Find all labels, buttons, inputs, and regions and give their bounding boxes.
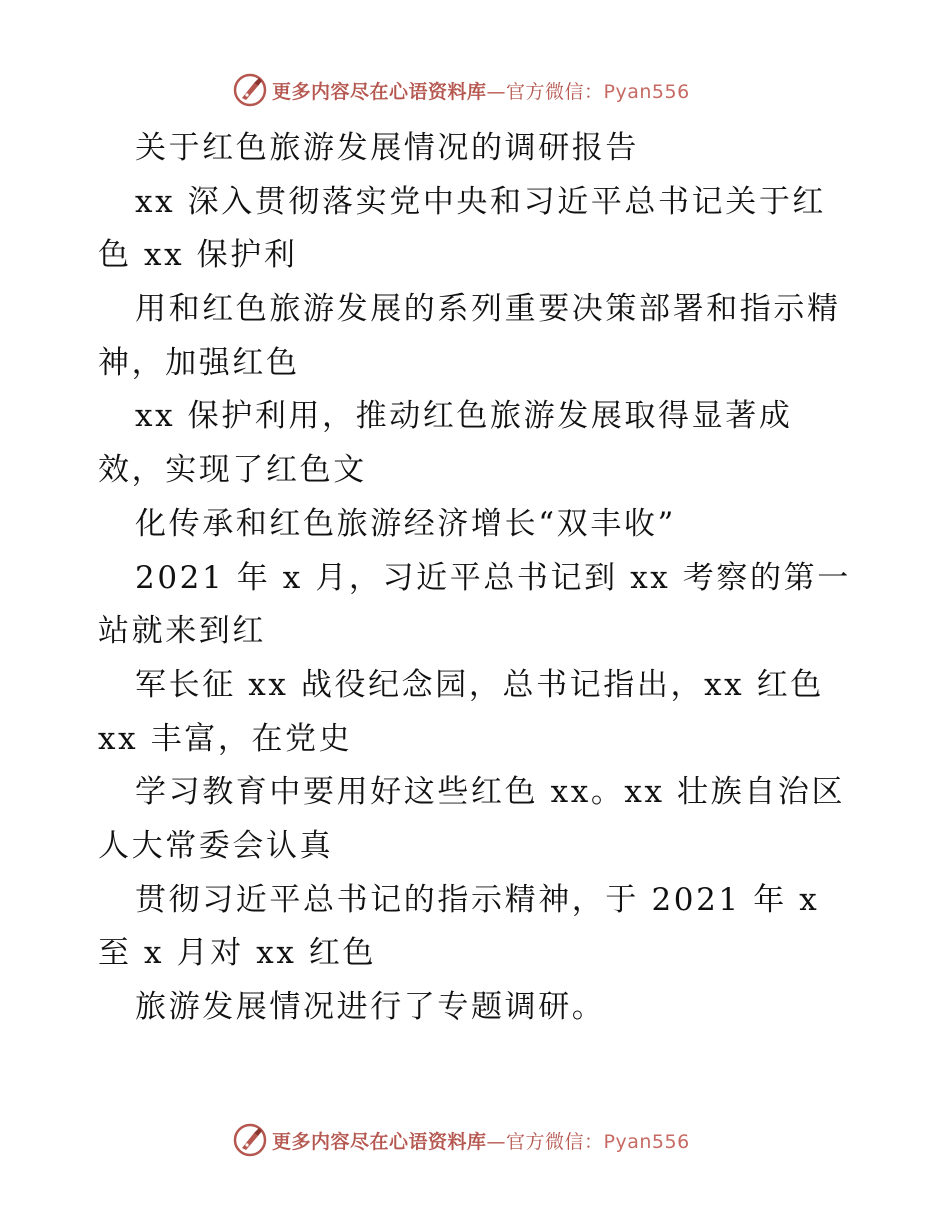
paragraph-line: 神，加强红色 [98, 344, 300, 381]
banner-main-text: 更多内容尽在心语资料库 [272, 80, 487, 103]
paragraph-line: 化传承和红色旅游经济增长“双丰收” [135, 505, 676, 542]
paragraph-line: 站就来到红 [98, 613, 266, 650]
paragraph-line: xx 深入贯彻落实党中央和习近平总书记关于红 [135, 183, 827, 220]
banner-main-text: 更多内容尽在心语资料库 [272, 1130, 487, 1153]
banner-official-label: 官方微信： [506, 80, 604, 103]
paragraph-line: xx 保护利用，推动红色旅游发展取得显著成 [135, 398, 793, 435]
footer-banner [232, 1120, 712, 1160]
pen-nib-logo-icon [232, 72, 268, 108]
banner-official-label: 官方微信： [506, 1130, 604, 1153]
paragraph-line: 贯彻习近平总书记的指示精神，于 2021 年 x [135, 881, 820, 918]
pen-nib-logo-icon [232, 1122, 268, 1158]
banner-wechat-id: Pyan556 [603, 1130, 690, 1153]
paragraph-line: 用和红色旅游发展的系列重要决策部署和指示精 [135, 291, 841, 328]
paragraph-line: 军长征 xx 战役纪念园，总书记指出，xx 红色 [135, 666, 824, 703]
paragraph-line: 学习教育中要用好这些红色 xx。xx 壮族自治区 [135, 774, 846, 811]
banner-text [272, 77, 690, 104]
paragraph-line: 效，实现了红色文 [98, 452, 367, 489]
banner-dash: — [486, 80, 507, 103]
paragraph-line: 色 xx 保护利 [98, 237, 298, 274]
paragraph-line: 旅游发展情况进行了专题调研。 [135, 989, 606, 1025]
paragraph-line: 2021 年 x 月，习近平总书记到 xx 考察的第一 [135, 559, 851, 596]
header-banner [232, 70, 712, 110]
paragraph-line: 至 x 月对 xx 红色 [98, 935, 377, 972]
paragraph-line: xx 丰富，在党史 [98, 720, 353, 757]
banner-text [272, 1127, 690, 1154]
document-title: 关于红色旅游发展情况的调研报告 [135, 130, 639, 166]
paragraph-line: 人大常委会认真 [98, 827, 334, 864]
banner-wechat-id: Pyan556 [603, 80, 690, 103]
banner-dash: — [486, 1130, 507, 1153]
document-body [98, 122, 858, 1035]
